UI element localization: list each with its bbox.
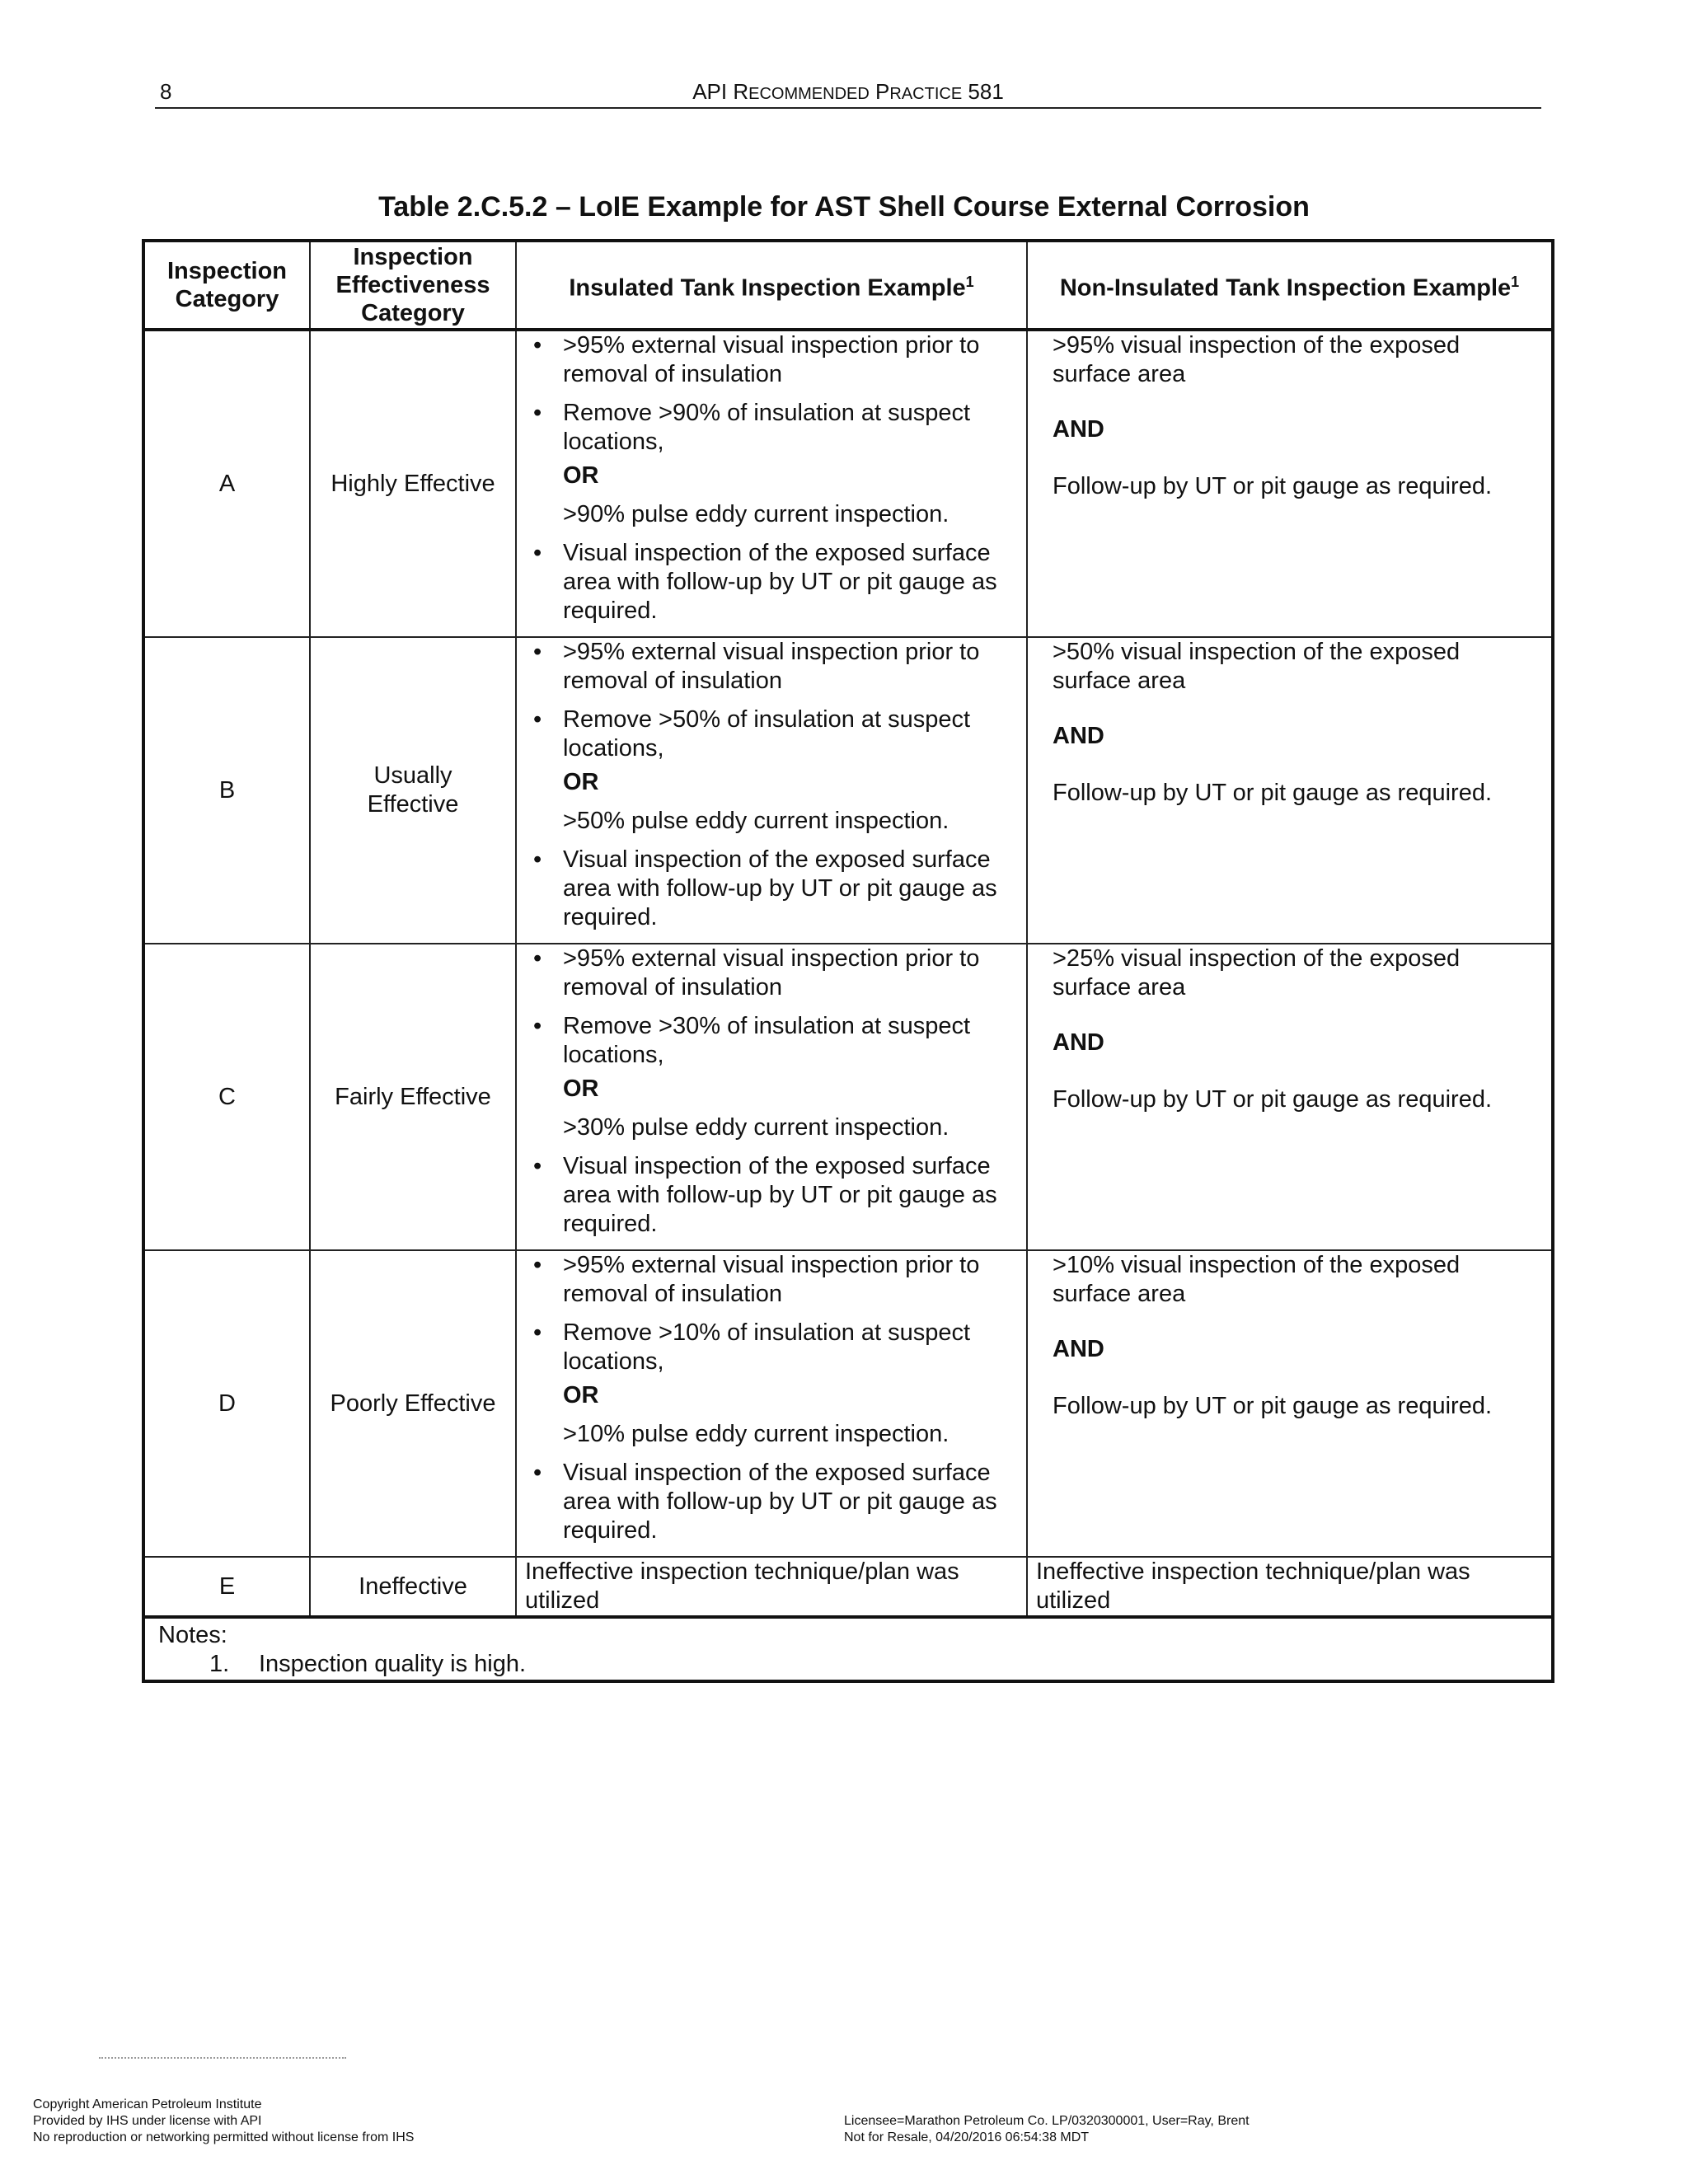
header-insulated-example: Insulated Tank Inspection Example$^1$	[516, 241, 1027, 330]
table-row-b	[143, 637, 1553, 944]
table-header-row	[143, 241, 1553, 330]
footnote-marker: 1	[965, 274, 974, 291]
list-item: • Remove >30% of insulation at suspect locations,	[533, 1013, 971, 1068]
category-cell: C	[143, 944, 310, 1250]
table-row-d	[143, 1250, 1553, 1557]
insulated-cell	[516, 330, 1027, 637]
noninsulated-cell: >25% visual inspection of the exposed surface area AND Follow-up by UT or pit gauge as required.	[1027, 944, 1553, 1250]
bullet-icon: •	[533, 1460, 542, 1486]
list-item: • Visual inspection of the exposed surface area with follow-up by UT or pit gauge as required.	[533, 1153, 997, 1237]
insulated-cell	[516, 1250, 1027, 1557]
insulated-cell	[516, 637, 1027, 944]
bullet-icon: •	[533, 706, 542, 733]
and-label: AND	[1053, 416, 1104, 443]
inspection-effectiveness-table	[142, 239, 1554, 1683]
or-label: OR	[563, 1382, 599, 1408]
bullet-icon: •	[533, 540, 542, 566]
effectiveness-cell: Fairly Effective	[310, 944, 516, 1250]
or-label: OR	[563, 462, 599, 489]
category-cell: D	[143, 1250, 310, 1557]
list-item: • >95% external visual inspection prior to removal of insulation	[533, 639, 980, 694]
table-row-c	[143, 944, 1553, 1250]
bullet-icon: •	[533, 1319, 542, 1346]
bullet-icon: •	[533, 945, 542, 972]
effectiveness-cell: Poorly Effective	[310, 1250, 516, 1557]
header-inspection-category: Inspection Category	[143, 241, 310, 330]
footnote-marker: 1	[1511, 274, 1520, 291]
pulse-text: >50% pulse eddy current inspection.	[563, 808, 950, 834]
pulse-text: >30% pulse eddy current inspection.	[563, 1114, 950, 1141]
list-item: • Remove >10% of insulation at suspect locations,	[533, 1319, 971, 1375]
noninsulated-cell: >95% visual inspection of the exposed surface area AND Follow-up by UT or pit gauge as required.	[1027, 330, 1553, 637]
or-label: OR	[563, 769, 599, 795]
footer-copyright: Copyright American Petroleum Institute Provided by IHS under license with API No reproduction or networking permitted without license from IHS	[33, 2097, 415, 2144]
category-cell: E	[143, 1557, 310, 1617]
category-cell: A	[143, 330, 310, 637]
bullet-icon: •	[533, 1252, 542, 1278]
header-noninsulated-example: Non-Insulated Tank Inspection Example$^1$	[1027, 241, 1553, 330]
noninsulated-cell: Ineffective inspection technique/plan was utilized	[1027, 1557, 1553, 1617]
pulse-text: >90% pulse eddy current inspection.	[563, 501, 950, 527]
page-header	[155, 79, 1541, 109]
noninsulated-cell: >10% visual inspection of the exposed surface area AND Follow-up by UT or pit gauge as required.	[1027, 1250, 1553, 1557]
pulse-text: >10% pulse eddy current inspection.	[563, 1421, 950, 1447]
list-item: • Visual inspection of the exposed surface area with follow-up by UT or pit gauge as required.	[533, 846, 997, 930]
notes-cell	[143, 1617, 1553, 1681]
table-row-e	[143, 1557, 1553, 1617]
and-label: AND	[1053, 723, 1104, 749]
list-item: • >95% external visual inspection prior to removal of insulation	[533, 1252, 980, 1307]
bullet-icon: •	[533, 400, 542, 426]
notes-heading: Notes:	[158, 1622, 227, 1648]
list-item: • Visual inspection of the exposed surface area with follow-up by UT or pit gauge as required.	[533, 1460, 997, 1544]
insulated-cell	[516, 944, 1027, 1250]
list-item: • >95% external visual inspection prior to removal of insulation	[533, 945, 980, 1001]
list-item: • Visual inspection of the exposed surface area with follow-up by UT or pit gauge as required.	[533, 540, 997, 624]
footer-license: Licensee=Marathon Petroleum Co. LP/0320300001, User=Ray, Brent Not for Resale, 04/20/2016 06:54:38 MDT	[844, 2114, 1250, 2144]
bullet-icon: •	[533, 1013, 542, 1039]
table-title: Table 2.C.5.2 – LoIE Example for AST Shell Course External Corrosion	[378, 191, 1310, 223]
effectiveness-cell: Highly Effective	[310, 330, 516, 637]
page-number: 8	[160, 79, 172, 104]
notes-row	[143, 1617, 1553, 1681]
and-label: AND	[1053, 1336, 1104, 1362]
or-label: OR	[563, 1076, 599, 1102]
category-cell: B	[143, 637, 310, 944]
bullet-icon: •	[533, 332, 542, 359]
scan-artifact-divider	[99, 2057, 346, 2062]
table-row-a	[143, 330, 1553, 637]
noninsulated-cell: >50% visual inspection of the exposed surface area AND Follow-up by UT or pit gauge as required.	[1027, 637, 1553, 944]
header-effectiveness-category: Inspection Effectiveness Category	[310, 241, 516, 330]
list-item: • Remove >90% of insulation at suspect locations,	[533, 400, 971, 455]
running-title: API RECOMMENDED PRACTICE 581	[692, 79, 1004, 104]
and-label: AND	[1053, 1029, 1104, 1056]
effectiveness-cell: Ineffective	[310, 1557, 516, 1617]
notes-item: 1. Inspection quality is high.	[209, 1651, 527, 1677]
bullet-icon: •	[533, 639, 542, 665]
list-item: • >95% external visual inspection prior to removal of insulation	[533, 332, 980, 387]
insulated-cell: Ineffective inspection technique/plan was utilized	[516, 1557, 1027, 1617]
list-item: • Remove >50% of insulation at suspect locations,	[533, 706, 971, 762]
bullet-icon: •	[533, 846, 542, 873]
bullet-icon: •	[533, 1153, 542, 1179]
effectiveness-cell: Usually Effective	[310, 637, 516, 944]
